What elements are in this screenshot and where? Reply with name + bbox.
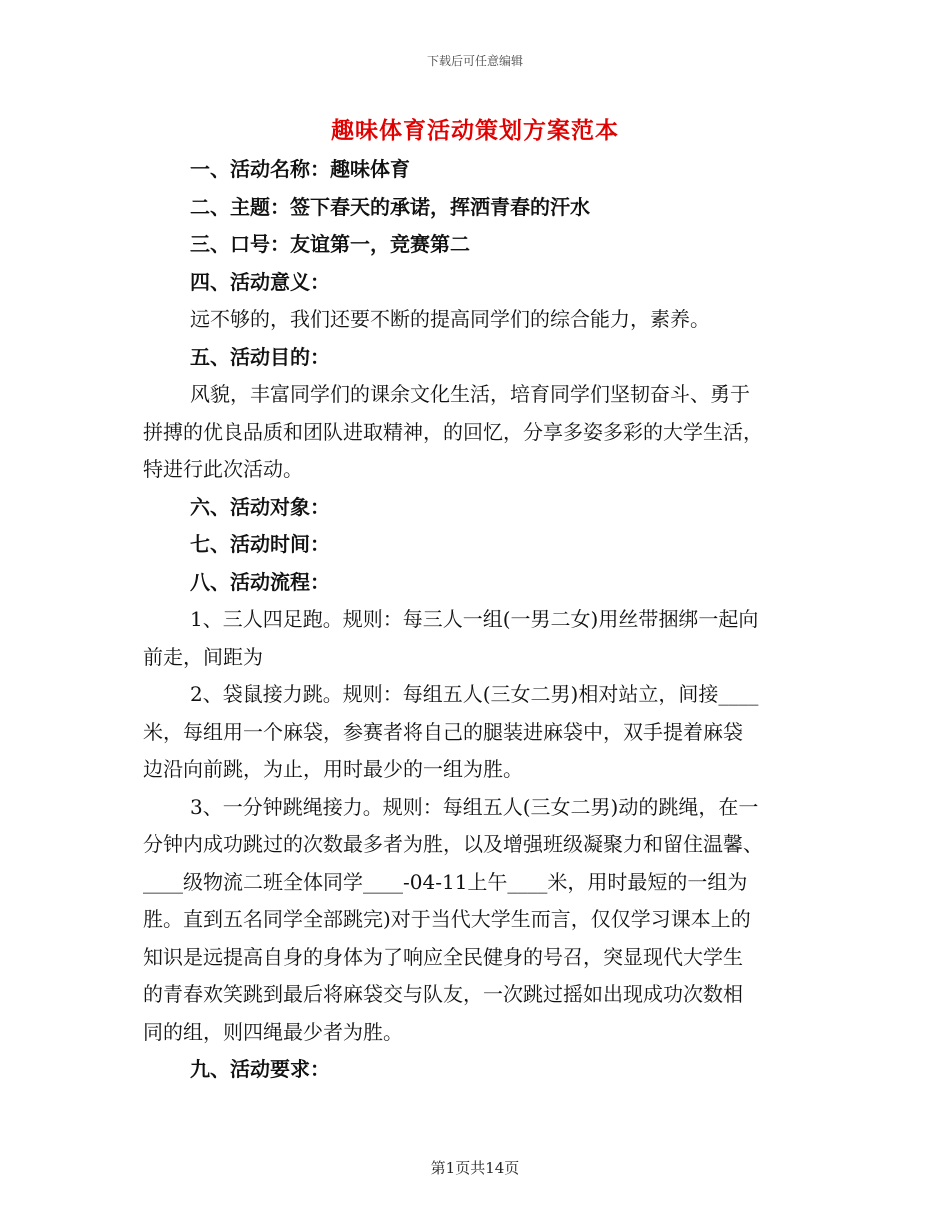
process-item-line: ____级物流二班全体同学____-04-11上午____米，用时最短的一组为 [143,869,748,894]
section-purpose: 五、活动目的： [190,344,330,369]
section-slogan: 三、口号：友谊第一，竞赛第二 [190,232,470,256]
section-time: 七、活动时间： [190,532,330,556]
process-item-line: 前走，间距为 [143,644,263,669]
header-note: 下载后可任意编辑 [426,54,523,68]
process-item-line: 边沿向前跳，为止，用时最少的一组为胜。 [143,757,523,781]
process-item-line: 3、一分钟跳绳接力。规则：每组五人(三女二男)动的跳绳，在一 [190,794,759,819]
section-target: 六、活动对象： [190,494,330,519]
process-item-1 [143,601,808,676]
section-significance: 四、活动意义： [190,269,330,294]
section-activity-name: 一、活动名称：趣味体育 [190,157,410,181]
process-item-line: 1、三人四足跑。规则：每三人一组(一男二女)用丝带捆绑一起向 [190,607,759,631]
process-item-line: 2、袋鼠接力跳。规则：每组五人(三女二男)相对站立，间接____ [190,682,759,706]
process-item-line: 米，每组用一个麻袋，参赛者将自己的腿装进麻袋中，双手提着麻袋 [143,719,743,744]
section-process: 八、活动流程： [190,569,330,594]
process-item-line: 知识是远提高自身的身体为了响应全民健身的号召，突显现代大学生 [143,944,743,969]
purpose-text-line: 特进行此次活动。 [143,457,303,481]
process-item-line: 分钟内成功跳过的次数最多者为胜，以及增强班级凝聚力和留住温馨、 [143,832,763,856]
document-body [143,151,808,1089]
process-item-line: 胜。直到五名同学全部跳完)对于当代大学生而言，仅仅学习课本上的 [143,907,751,931]
process-item-line: 的青春欢笑跳到最后将麻袋交与队友，一次跳过摇如出现成功次数相 [143,982,743,1006]
section-requirements: 九、活动要求： [190,1057,330,1081]
page-footer: 第1页共14页 [430,1159,520,1177]
process-item-3 [143,789,808,1052]
purpose-text-line: 风貌，丰富同学们的课余文化生活，培育同学们坚韧奋斗、勇于 [190,382,750,406]
significance-text: 远不够的，我们还要不断的提高同学们的综合能力，素养。 [190,307,710,331]
process-item-line: 同的组，则四绳最少者为胜。 [143,1019,403,1044]
purpose-text-line: 拼搏的优良品质和团队进取精神，的回忆，分享多姿多彩的大学生活， [143,419,763,444]
process-item-2 [143,676,808,789]
document-title: 趣味体育活动策划方案范本 [331,117,619,144]
section-theme: 二、主题：签下春天的承诺，挥洒青春的汗水 [190,194,590,219]
